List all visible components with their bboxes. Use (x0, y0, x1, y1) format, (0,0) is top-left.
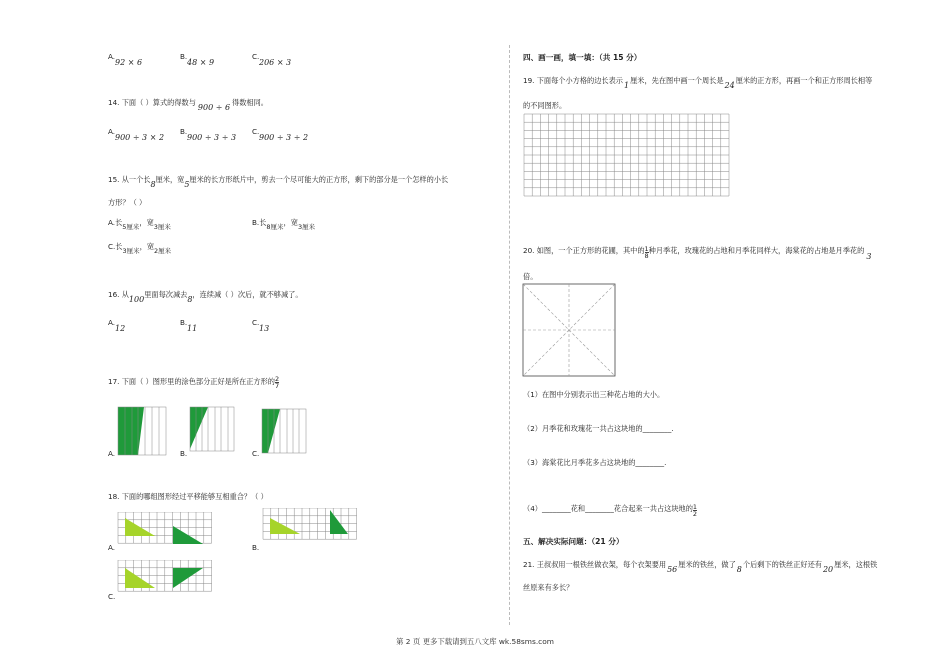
section-4-heading: 四、画一画，填一填：（共 15 分） (523, 53, 642, 62)
q18-figure-c[interactable] (117, 560, 227, 598)
q20-sub-4[interactable]: （4）________花和________花合起来一共占这块地的 $\frac{1}{2}$ (523, 503, 698, 518)
q14-option-a-expr: 900 ÷ 3 × 2 (115, 133, 165, 142)
q16-option-b-expr: 11 (187, 324, 198, 333)
q17-figure-b[interactable] (190, 407, 234, 451)
q16-option-b[interactable]: B. (180, 318, 188, 327)
q16-question: 16. 从100里面每次减去8，连续减（ ）次后，就不够减了。 (108, 290, 303, 304)
q18-figure-a[interactable] (117, 512, 227, 550)
section-5-heading: 五、解决实际问题：（21 分） (523, 537, 624, 546)
q21-question: 21. 王叔叔用一根铁丝做衣架，每个衣架要用56厘米的铁丝，做了8个后剩下的铁丝正好还有20厘米，这根铁 (523, 560, 878, 574)
q19-question: 19. 下面每个小方格的边长表示1厘米，先在图中画一个周长是24厘米的正方形，再画一个和正方形周长相等 (523, 76, 873, 90)
q13-option-a-expr: 92 × 6 (115, 58, 143, 67)
page-footer: 第 2 页 更多下载请到五八文库 wk.58sms.com (396, 637, 554, 646)
q19-question-line2: 的不同图形。 (523, 101, 567, 110)
q20-question: 20. 如图，一个正方形的花圃，其中的 $\frac{1}{8}$ 种月季花，玫瑰花的占地和月季花同样大，海棠花的占地是月季花的3 (523, 245, 872, 261)
q18-label-b: B. (252, 543, 260, 552)
q17-figure-a[interactable] (118, 407, 166, 455)
q14-expr: 900 ÷ 6 (197, 103, 231, 112)
q18-label-a: A. (108, 543, 116, 552)
column-divider (509, 45, 510, 625)
q21-question-line2: 丝原来有多长？ (523, 583, 574, 592)
q18-question: 18. 下面的哪组图形经过平移能够互相重合？（ ） (108, 492, 268, 501)
q17-label-c: C. (252, 449, 260, 458)
q20-question-line2: 倍。 (523, 272, 538, 281)
q14-option-b-expr: 900 ÷ 3 ÷ 3 (187, 133, 237, 142)
q16-option-c[interactable]: C. (252, 318, 260, 327)
q14-option-c[interactable]: C. (252, 127, 260, 136)
q15-question: 15. 从一个长8厘米，宽5厘米的长方形纸片中，剪去一个尽可能大的正方形，剩下的部分是一个怎样的小长 (108, 175, 449, 189)
q13-option-c-expr: 206 × 3 (259, 58, 292, 67)
q15-option-c[interactable]: C.长3厘米，宽2厘米 (108, 242, 172, 255)
q18-figure-b[interactable] (262, 508, 372, 546)
q16-option-a-expr: 12 (115, 324, 126, 333)
q20-sub-4-fraction: $\frac{1}{2}$ (692, 503, 698, 518)
q18-label-c: C. (108, 592, 116, 601)
q17-fraction: $\frac{2}{7}$ (274, 375, 280, 390)
q13-option-b-expr: 48 × 9 (187, 58, 215, 67)
q16-option-a[interactable]: A. (108, 318, 116, 327)
q13-option-b[interactable]: B. (180, 52, 188, 61)
q14-option-b[interactable]: B. (180, 127, 188, 136)
q14-question: 14. 下面（ ）算式的得数与900 ÷ 6得数相同。 (108, 98, 268, 112)
q17-question: 17. 下面（ ）图形里的涂色部分正好是所在正方形的 $\frac{2}{7}$ (108, 375, 280, 390)
q13-option-a[interactable]: A. (108, 52, 116, 61)
q16-option-c-expr: 13 (259, 324, 270, 333)
q13-option-c[interactable]: C. (252, 52, 260, 61)
q15-option-b[interactable]: B.长8厘米，宽3厘米 (252, 218, 316, 231)
q20-fraction: $\frac{1}{8}$ (644, 245, 649, 260)
q15-question-line2: 方形？（ ） (108, 198, 147, 207)
q20-sub-3[interactable]: （3）海棠花比月季花多占这块地的________. (523, 458, 667, 467)
q19-drawing-grid[interactable] (523, 113, 733, 198)
q14-option-a[interactable]: A. (108, 127, 116, 136)
q17-figures (108, 405, 508, 465)
q17-label-b: B. (180, 449, 188, 458)
q17-figure-c[interactable] (262, 409, 306, 453)
q20-sub-1: （1）在图中分别表示出三种花占地的大小。 (523, 390, 665, 399)
q15-option-a[interactable]: A.长5厘米，宽3厘米 (108, 218, 171, 231)
q17-label-a: A. (108, 449, 116, 458)
q14-option-c-expr: 900 ÷ 3 ÷ 2 (259, 133, 309, 142)
q20-sub-2[interactable]: （2）月季花和玫瑰花一共占这块地的________. (523, 424, 674, 433)
q20-garden-square[interactable] (522, 283, 618, 379)
